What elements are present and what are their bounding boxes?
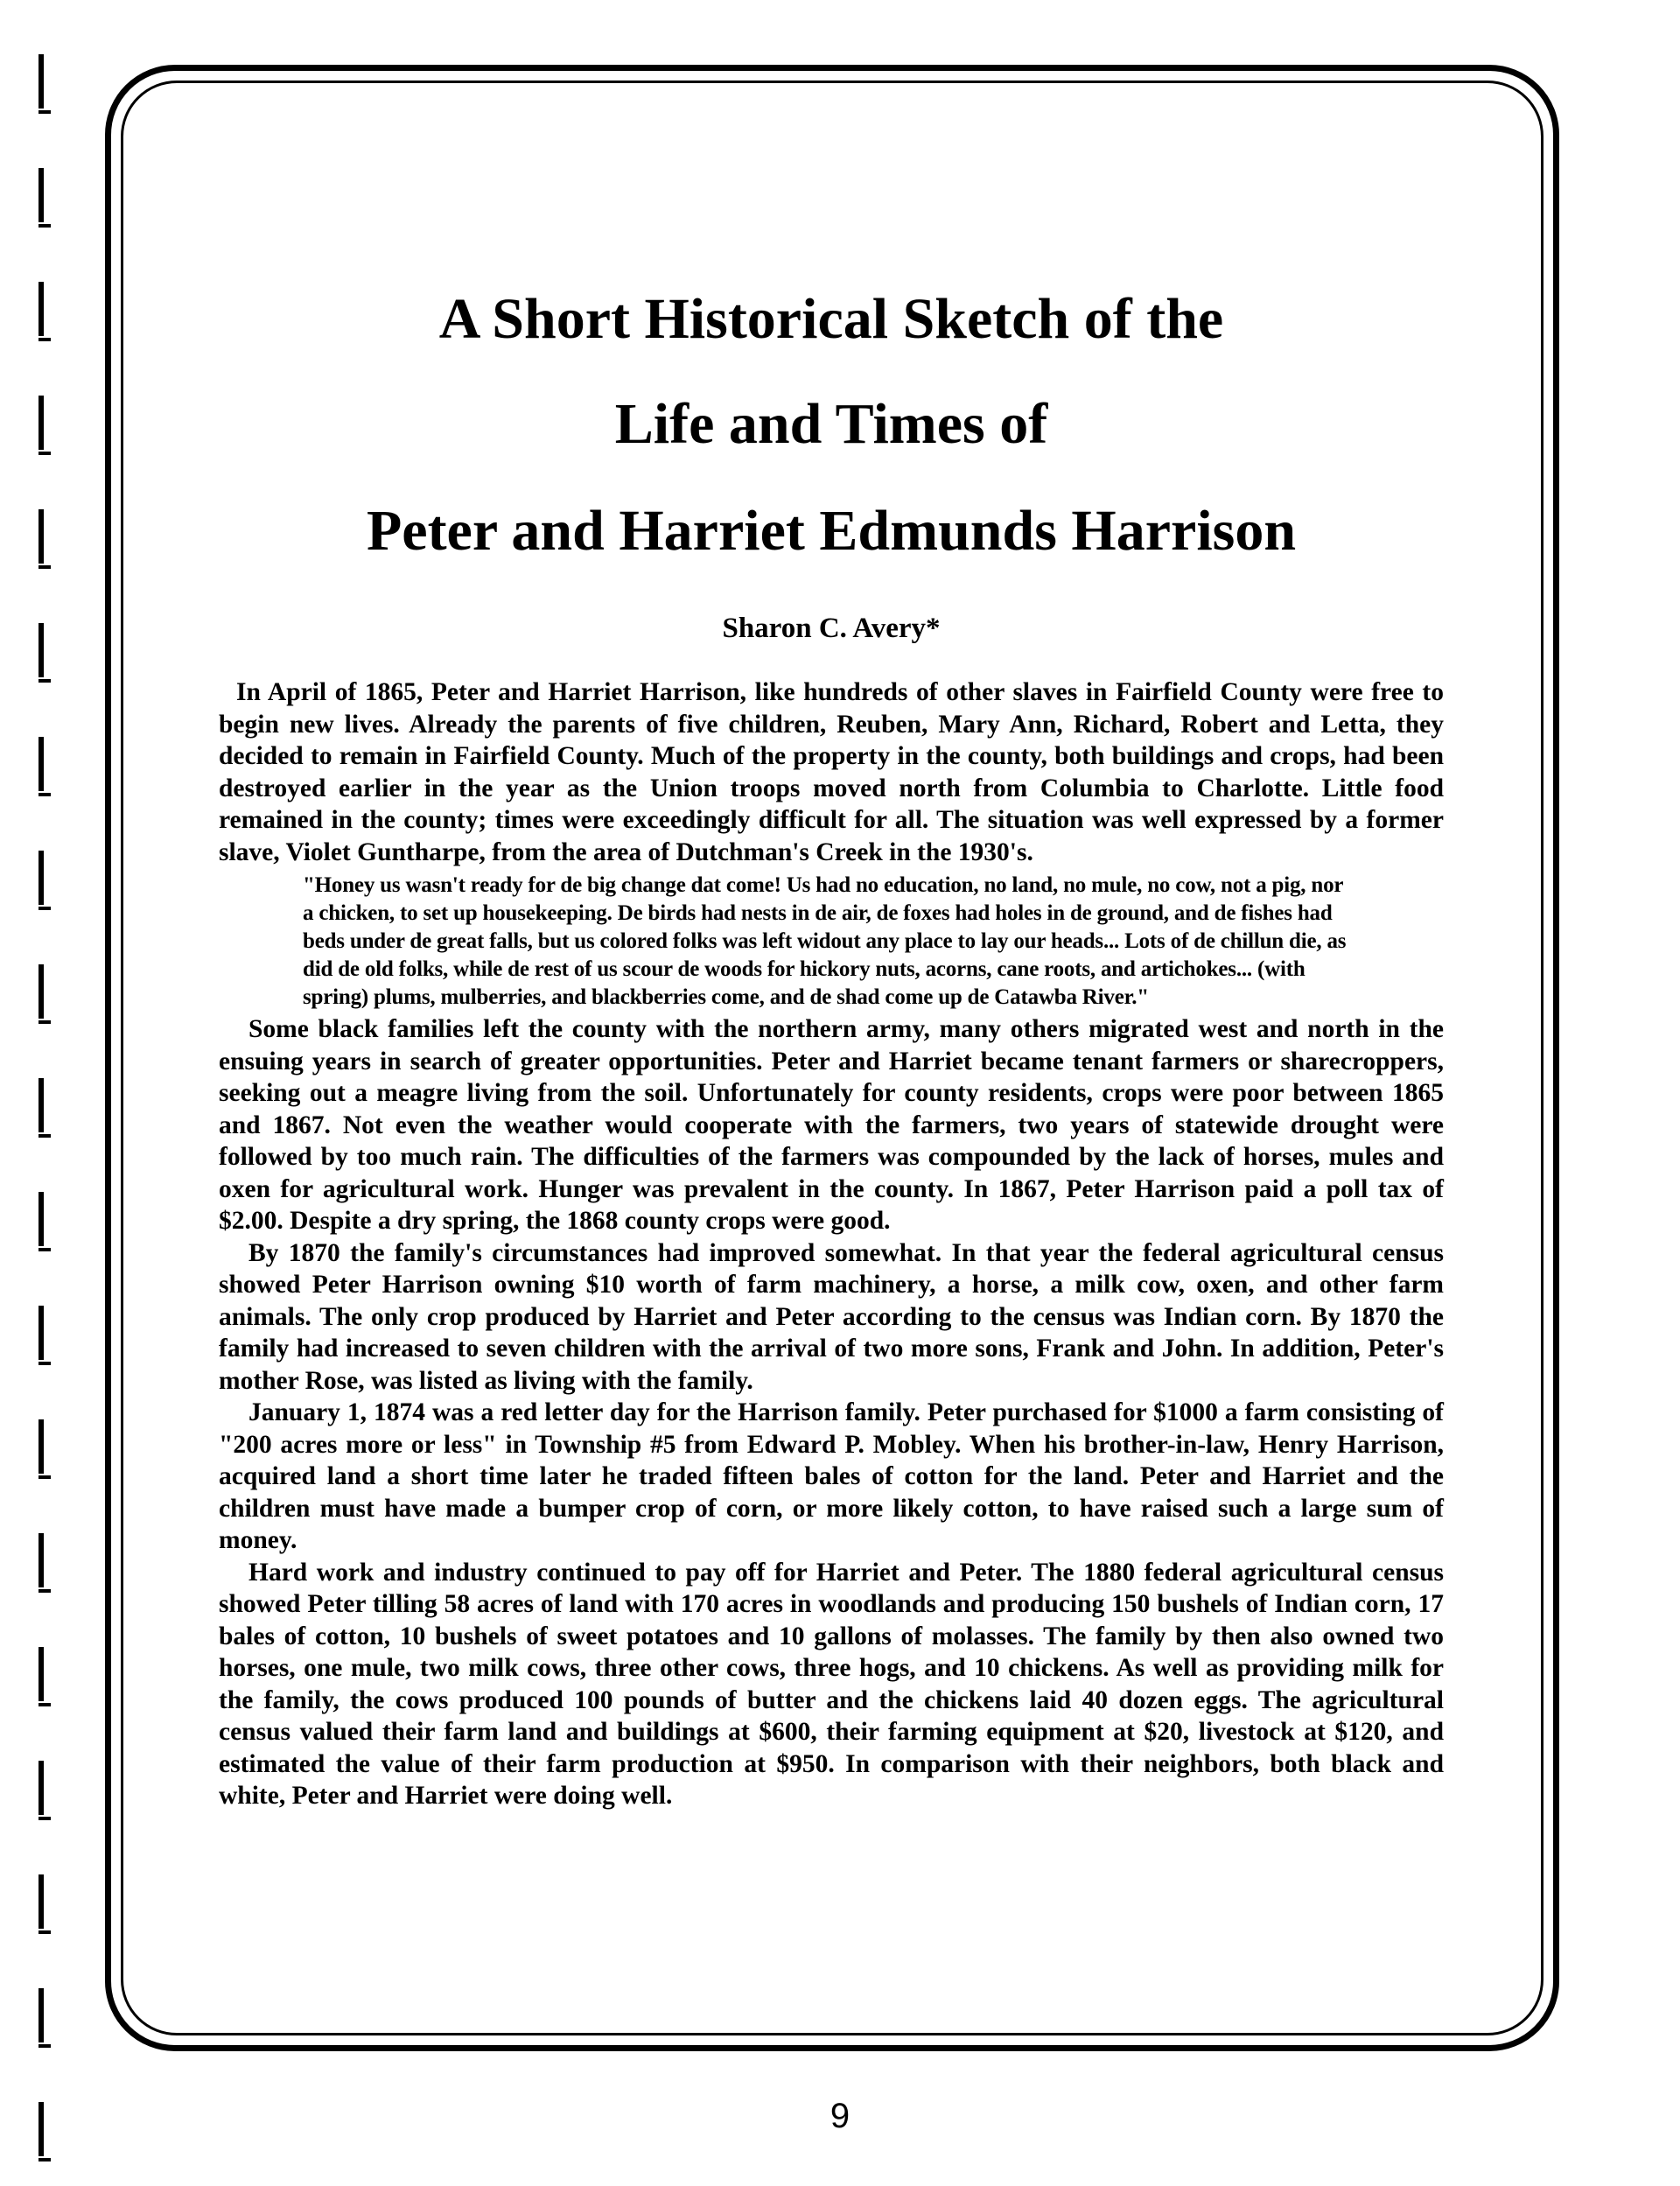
- paragraph: In April of 1865, Peter and Harriet Harrison, like hundreds of other slaves in Fairfield County were free to begin new lives. Already the parents of five children, Reuben, Mary Ann, Richard, Robert and Letta, they decided to remain in Fairfield County. Much of the property in the county, both buildings and crops, had been destroyed earlier in the year as the Union troops moved north from Columbia to Charlotte. Little food remained in the county; times were exceedingly difficult for all. The situation was well expressed by a former slave, Violet Guntharpe, from the area of Dutchman's Creek in the 1930's.: [219, 678, 1444, 866]
- binding-mark: [38, 737, 44, 791]
- binding-mark: [38, 1533, 44, 1587]
- article: [219, 263, 1444, 1812]
- binding-mark: [38, 396, 44, 450]
- page-number: 9: [830, 2097, 850, 2135]
- paragraph: Hard work and industry continued to pay off for Harriet and Peter. The 1880 federal agricultural census showed Peter tilling 58 acres of land with 170 acres in woodlands and producing 150 bushels of Indian corn, 17 bales of cotton, 10 bushels of sweet potatoes and 10 gallons of molasses. The family by then also owned two horses, one mule, two milk cows, three other cows, three hogs, and 10 chickens. As well as providing milk for the family, the cows produced 100 pounds of butter and the chickens laid 40 dozen eggs. The agricultural census valued their farm land and buildings at $600, their farming equipment at $20, livestock at $120, and estimated the value of their farm production at $950. In comparison with their neighbors, both black and white, Peter and Harriet were doing well.: [219, 1558, 1444, 1810]
- binding-mark: [38, 1078, 44, 1132]
- binding-mark: [38, 1647, 44, 1701]
- binding-mark: [38, 282, 44, 336]
- binding-mark: [38, 851, 44, 905]
- block-quote: "Honey us wasn't ready for de big change dat come! Us had no education, no land, no mule, no cow, not a pig, nor a chicken, to set up housekeeping. De birds had nests in de air, de foxes had holes in de ground, and de fishes had beds under de great falls, but us colored folks was left widout any place to lay our heads... Lots of de chillun die, as did de old folks, while de rest of us scour de woods for hickory nuts, acorns, cane roots, and artichokes... (with spring) plums, mulberries, and blackberries come, and de shad come up de Catawba River.": [303, 873, 1347, 1009]
- article-title-line-3: Peter and Harriet Edmunds Harrison: [366, 499, 1297, 563]
- article-title-line-2: Life and Times of: [614, 392, 1048, 456]
- binding-mark: [38, 623, 44, 677]
- article-title-line-1: A Short Historical Sketch of the: [438, 287, 1224, 351]
- binding-mark: [38, 509, 44, 564]
- binding-mark: [38, 168, 44, 222]
- binding-mark: [38, 1874, 44, 1929]
- paragraph: By 1870 the family's circumstances had improved somewhat. In that year the federal agricultural census showed Peter Harrison owning $10 worth of farm machinery, a horse, a milk cow, oxen, and other farm animals. The only crop produced by Harriet and Peter according to the census was Indian corn. By 1870 the family had increased to seven children with the arrival of two more sons, Frank and John. In addition, Peter's mother Rose, was listed as living with the family.: [219, 1238, 1444, 1395]
- binding-mark: [38, 1192, 44, 1246]
- binding-mark: [38, 964, 44, 1019]
- paragraph: Some black families left the county with the northern army, many others migrated west and north in the ensuing years in search of greater opportunities. Peter and Harriet became tenant farmers or sharecroppers, seeking out a meagre living from the soil. Unfortunately for county residents, crops were poor between 1865 and 1867. Not even the weather would cooperate with the farmers, two years of statewide drought were followed by too much rain. The difficulties of the farmers was compounded by the lack of horses, mules and oxen for agricultural work. Hunger was prevalent in the county. In 1867, Peter Harrison paid a poll tax of $2.00. Despite a dry spring, the 1868 county crops were good.: [219, 1015, 1444, 1235]
- binding-mark: [38, 1988, 44, 2042]
- binding-mark: [38, 1419, 44, 1474]
- binding-mark: [38, 1761, 44, 1815]
- article-author: Sharon C. Avery*: [722, 613, 941, 644]
- binding-mark: [38, 1306, 44, 1360]
- paragraph: January 1, 1874 was a red letter day for the Harrison family. Peter purchased for $1000 a farm consisting of "200 acres more or less" in Township #5 from Edward P. Mobley. When his brother-in-law, Henry Harrison, acquired land a short time later he traded fifteen bales of cotton for the land. Peter and Harriet and the children must have made a bumper crop of corn, or more likely cotton, to have raised such a large sum of money.: [219, 1398, 1444, 1554]
- binding-mark: [38, 54, 44, 109]
